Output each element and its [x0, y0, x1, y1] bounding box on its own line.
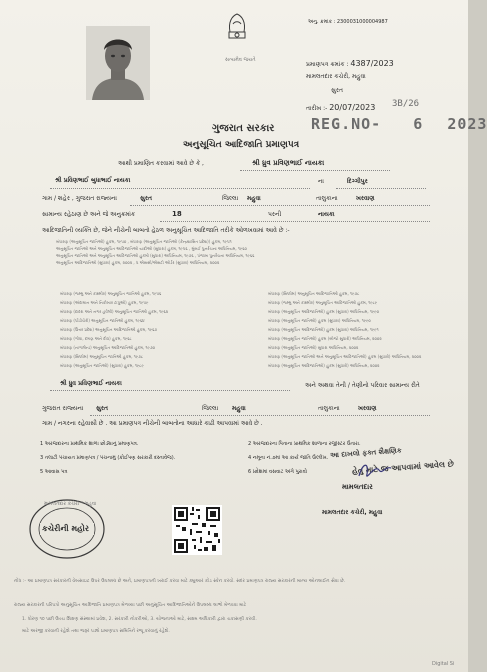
order-item: બંધારણ (જમ્મુ અને કાશ્મીર) અનુસૂચિત આદિજાતિઓ હુકમ, ૧૯૮૯: [268, 300, 378, 305]
taluka2-name: મહુવા: [232, 405, 246, 412]
state-label: ગામ / શહેર , ગુજરાત રાજ્યના: [42, 195, 118, 202]
order-item: બંધારણ (પોંડીચેરી) અનુસૂચિત જાતિઓ હુકમ, ૧૯૬૪: [60, 318, 145, 323]
order-item: બંધારણ (નાગાલેન્ડ) અનુસૂચિત આદિજાતિઓ હુકમ, ૧૯૭૦: [60, 345, 156, 350]
village-name: દિગ્ગીપુર: [347, 178, 368, 185]
signatory-title: મામલતદાર: [342, 483, 373, 491]
evidence-item: 1 અરજદારના પ્રાથમિક શાળા છોડ્યાનું પ્રમાણપત્ર.: [40, 441, 139, 447]
district2-name: સુરત: [96, 405, 108, 412]
seal-ring-text: મામલતદાર કચેરી * મહુવા: [44, 501, 97, 507]
tribe-name: નાયકા: [318, 211, 335, 218]
issuing-place: સુરત: [331, 87, 343, 94]
seal-text: કચેરીની મહોર: [42, 524, 89, 533]
order-item: બંધારણ (અનુસૂચિત જાતિઓ) (સુધારા) હુકમ, ૧૯૮૯: [60, 363, 144, 368]
taluka-village: ખરવાણ: [356, 195, 375, 202]
stamp-number: 3B/26: [392, 99, 420, 109]
taluka-name: મહુવા: [247, 195, 261, 202]
village2-name: ખરવાણ: [358, 405, 377, 412]
stamp-note-line2: હેતુ માટે જ આપવામાં આવેલ છે: [351, 459, 455, 476]
basis-line: ગામ / નગરના રહેવાસી છે . આ પ્રમાણપત્ર નીચેની બાબતોના આધારે કાઢી આપવામાં આવે છે .: [42, 420, 263, 427]
stamp-note-line1: આ દાખલો ફક્ત શૈક્ષણિક: [329, 446, 402, 460]
underline: [50, 390, 290, 391]
national-emblem-icon: [222, 10, 252, 54]
tribe-statement: આદિજાતિની વ્યક્તિ છે, જેને નીચેની બાબતો હેઠળ અનુસૂચિત આદિજાતિ તરીકે ઓળખવામાં આવે છે :-: [42, 227, 290, 234]
serial-label: અનુ. ક્રમાંક : 2300031000004987: [308, 19, 388, 25]
certify-intro: આથી પ્રમાણિત કરવામાં આવે છે કે ,: [118, 160, 204, 167]
footer-note-2: રાજ્ય સરકારની પરિપત્રો અનુસૂચિત આદિજાતિ પ્રમાણપત્ર મેળવ્યા પછી અનુસૂચિત આદિજાતિઓને ઉપલબ્ધ લાભો મેળવવા માટે: [14, 603, 247, 608]
applicant-name: શ્રી ધ્રુવ પ્રવિણભાઈ નાયકા: [252, 159, 325, 167]
evidence-item: 4 નમૂના નં.૭માં આ કાર્ય જાતિ ઉલ્લેખ.: [248, 455, 329, 461]
state2-label: ગુજરાત રાજ્યના: [42, 405, 84, 412]
district-name: સુરત: [140, 195, 152, 202]
footer-note-1: નોંધ :- આ પ્રમાણપત્ર સરકારની વેબસાઇટ ઉપર ઉપલબ્ધ છે અને, પ્રમાણપત્રની ખરાઈ કરવા માટે ક્યુઆર કોડ સ્કેન કરવો. સદર પ્રમાણપત્ર રાજ્ય સરકારની માન્ય ઓનલાઈન સેવા છે.: [14, 579, 346, 584]
footer-note-3: 1. ધોરણ ૧૦ પછી ઉચ્ચ શિક્ષણ સંસ્થામાં પ્રવેશ, 2. સરકારી નોકરીઓ, 3. યોજનાઓ માટે, સક્ષમ અધિકારી દ્વારા ચકાસણી કરવી.: [22, 617, 257, 622]
evidence-item: 2 અરજદારના પિતાના પ્રાથમિક શાળાના રજીસ્ટર ઉતારા.: [248, 441, 361, 447]
signatory-office: મામલતદાર કચેરી, મહુવા: [322, 509, 383, 516]
order-item: બંધારણ (સિક્કીમ) અનુસૂચિત જાતિઓ હુકમ, ૧૯૭૮: [60, 354, 144, 359]
taluka2-label: તાલુકાના: [318, 405, 340, 412]
order-item: બંધારણ (અનુસૂચિત આદિજાતિઓ) હુકમ (સુધારા) અધિનિયમ, ૧૯૯૧: [268, 327, 379, 332]
family-name: શ્રી ધ્રુવ પ્રવિણભાઈ નાયકા: [60, 380, 122, 387]
order-item: અનુસૂચિત જાતિઓ અને અનુસૂચિત આદિજાતિઓ હુકમો (સુધારા) અધિનિયમ, ૧૯૭૬ , પંજાબ પુનર્રચના અધિનિયમ, ૧૯૬૬: [56, 253, 255, 258]
order-item: બંધારણ (સિક્કીમ) અનુસૂચિત આદિજાતિઓ હુકમ, ૧૯૭૮: [268, 291, 360, 296]
tribe-prefix: સામાન્ય રહેઠાણ છે અને જે અનુક્રમાંક: [42, 211, 136, 218]
order-item: બંધારણ (દાદરા અને નગર હવેલી) અનુસૂચિત જાતિઓ હુકમ, ૧૯૬૨: [60, 309, 169, 314]
digital-sign-label: Digital Si: [432, 661, 455, 667]
registration-number: REG.NO- 6 2023: [311, 115, 487, 133]
district-label: જિલ્લા: [222, 195, 239, 202]
underline: [50, 188, 310, 189]
evidence-item: 5 આવાસ પત્ર: [40, 469, 68, 475]
signature-icon: [355, 458, 395, 484]
certificate-title: અનુસૂચિત આદિજાતિ પ્રમાણપત્ર: [183, 140, 300, 150]
government-title: ગુજરાત સરકાર: [212, 123, 275, 134]
issuing-office: મામલતદાર કચેરી, મહુવા: [306, 73, 366, 80]
parent-name: શ્રી પ્રવિણભાઈ બુધાભાઈ નાયકા: [55, 177, 131, 184]
order-item: બંધારણ (જમ્મુ અને કાશ્મીર) અનુસૂચિત જાતિઓ હુકમ, ૧૯૫૬: [60, 291, 162, 296]
evidence-item: 3 તલાટી પંચાયત પ્રમાણપત્ર / પંચનામું (કોઈપણ સરકારી દસ્તાવેજ).: [40, 455, 176, 461]
order-item: બંધારણ (અનુસૂચિત જાતિઓ) હુકમ (સુધારા) અધિનિયમ, ૧૯૯૦: [268, 318, 371, 323]
underline: [130, 205, 430, 206]
order-item: બંધારણ (અનુસૂચિત આદિજાતિઓ) હુકમ (સુધારો) અધિનિયમ, ૨૦૦૨: [268, 363, 380, 368]
footer-note-4: માટે અરજી કરવાની રહેશે તથા જરૂર પડ્યે પ્રમાણપત્ર સમિતિને રજૂ કરવાનું રહેશે.: [22, 629, 170, 634]
resident-label: ના: [318, 178, 324, 185]
order-item: અનુસૂચિત આદિજાતિઓ (સુધારા) હુકમ, ૨૦૦૨ , ધ એસસી/એસટી ઓર્ડર (સુધારા) અધિનિયમ, ૨૦૦૨: [56, 260, 220, 265]
evidence-item: 6 પ્રદેશમાં વસવાટ અંગે પુરાવો: [248, 469, 307, 475]
family-suffix: અને અથવા તેની / તેણીનો પરિવાર સામાન્ય રીતે: [305, 382, 420, 389]
order-item: બંધારણ (અનુસૂચિત જાતિઓ અને અનુસૂચિત આદિજાતિઓ) હુકમ (સુધારો) અધિનિયમ, ૨૦૦૨: [268, 354, 422, 359]
order-item: બંધારણ (અનુસૂચિત જાતિઓ) હુકમ, ૧૯૫૦ , બંધારણ (અનુસૂચિત જાતિઓ (કેન્દ્રશાસિત પ્રદેશ)) હુકમ, ૧૯૫૧: [56, 239, 232, 244]
order-item: બંધારણ (અનુસૂચિત જાતિઓ) સુધારા અધિનિયમ, ૨૦૦૨: [268, 345, 359, 350]
taluka-label: તાલુકાના: [316, 195, 338, 202]
district2-label: જિલ્લા: [202, 405, 219, 412]
certificate-number: પ્રમાણપત્ર ક્રમાંક : 4387/2023: [306, 59, 394, 68]
tribe-serial: 18: [172, 210, 182, 218]
order-item: બંધારણ (અનુસૂચિત જાતિઓ) હુકમ (બીજો સુધારો) અધિનિયમ, ૨૦૦૨: [268, 336, 382, 341]
underline: [336, 188, 426, 189]
applicant-photo: [86, 26, 150, 100]
order-item: બંધારણ (અનુસૂચિત આદિજાતિઓ) હુકમ (સુધારા) અધિનિયમ, ૧૯૯૦: [268, 309, 380, 314]
order-item: અનુસૂચિત જાતિઓ અને અનુસૂચિત આદિજાતિઓ યાદીઓ (સુધારા) હુકમ, ૧૯૫૬ , મુંબઈ પુનર્રચના અધિનિયમ, ૧૯૬૦: [56, 246, 247, 251]
order-item: બંધારણ (અંદામાન અને નિકોબાર ટાપુઓ) હુકમ, ૧૯૫૯: [60, 300, 149, 305]
qr-code-icon: [172, 505, 222, 555]
order-item: બંધારણ (ઉત્તર પ્રદેશ) અનુસૂચિત આદિજાતિઓ હુકમ, ૧૯૬૭: [60, 327, 158, 332]
underline: [240, 170, 390, 171]
emblem-caption: સત્યમેવ જયતે: [225, 57, 256, 63]
tribe-suffix: પરની: [268, 211, 282, 218]
underline: [90, 415, 430, 416]
issue-date: તારીખ :- 20/07/2023: [306, 103, 376, 112]
underline: [160, 221, 430, 222]
order-item: બંધારણ (ગોવા, દમણ અને દીવ) હુકમ, ૧૯૬૮: [60, 336, 132, 341]
